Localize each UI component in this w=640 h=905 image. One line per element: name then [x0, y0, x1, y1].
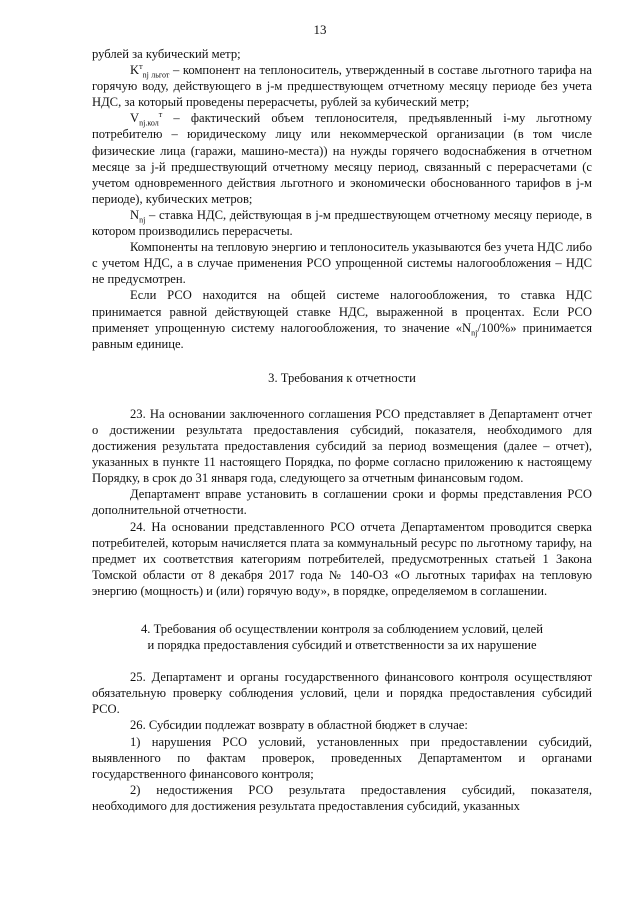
definition-text: – компонент на теплоноситель, утвержденный в составе льготного тарифа на горячую воду, действующего в j-м предшествующем отчетному месяцу периоде без учета НДС, за который проведены перерасчеты, рублей за кубический метр;: [92, 63, 592, 110]
section-3-heading: 3. Требования к отчетности: [268, 370, 416, 385]
symbol-k: $K^т_{nj льгот}$: [130, 61, 170, 80]
paragraph-26-item-1: 1) нарушения РСО условий, установленных при предоставлении субсидий, выявленного по фактам проверок, проведенных Департаментом и органами государственного финансового контроля;: [92, 734, 592, 781]
paragraph-25: 25. Департамент и органы государственного финансового контроля осуществляют обязательную проверку соблюдения условий, цели и порядка предоставления субсидий РСО.: [92, 670, 592, 717]
definition-text: – ставка НДС, действующая в j-м предшествующем отчетному месяцу периоде, в котором производились перерасчеты.: [92, 207, 592, 239]
paragraph-n-definition: [92, 207, 592, 239]
paragraph-unit-continuation: рублей за кубический метр;: [92, 47, 241, 61]
definition-text: – фактический объем теплоносителя, предъявленный i-му льготному потребителю – юридическому лицу или некоммерческой организации (в том числе физические лица (гаражи, машино-места)) на нужды горячего водоснабжения в отчетном месяце за j-й предшествующий отчетному месяцу период, связанный с перерасчетами (с учетом одновременного действия льготного и экономически обоснованного тарифов в j-м периоде), кубических метров;: [92, 111, 592, 206]
paragraph-v-definition: [92, 110, 592, 207]
paragraph-24: 24. На основании представленного РСО отчета Департаментом проводится сверка потребителей, которым начисляется плата за коммунальный ресурс по льготному тарифу, на предмет их соответствия категориям потребителей, предусмотренных статьей 1 Закона Томской области от 8 декабря 2017 года № 140-ОЗ «О льготных тарифах на тепловую энергию (мощность) и (или) горячую воду», в порядке, определяемом в соглашении.: [92, 519, 592, 598]
paragraph-k-definition: [92, 62, 592, 110]
page-number: 13: [313, 22, 327, 37]
section-4-heading: [92, 621, 592, 653]
paragraph-26-item-2: 2) недостижения РСО результата предоставления субсидий, показателя, необходимого для достижения результата предоставления субсидий, указанных: [92, 782, 592, 813]
paragraph-23-additional: Департамент вправе установить в соглашении сроки и формы представления РСО дополнительной отчетности.: [92, 487, 592, 518]
section-4-heading-line-1: 4. Требования об осуществлении контроля за соблюдением условий, целей: [141, 622, 543, 636]
document-body: [92, 46, 592, 814]
paragraph-tax-system: Если РСО находится на общей системе налогообложения, то ставка НДС принимается равной действующей ставке НДС, выраженной в процентах. Если РСО применяет упрощенную систему налогообложения, то значение «$N_{nj}/100\%$» принимается равным единице.: [92, 288, 592, 351]
symbol-n: $N_{nj}$: [130, 207, 146, 225]
paragraph-23: 23. На основании заключенного соглашения РСО представляет в Департамент отчет о достижении результата предоставления субсидий, показателя, необходимого для достижения результата предоставления субсидий за период возмещения (далее – отчет), указанных в пункте 11 настоящего Порядка, по форме согласно приложению к настоящему Порядку, в срок до 31 января года, следующего за отчетным финансовым годом.: [92, 406, 592, 486]
paragraph-26: 26. Субсидии подлежат возврату в областной бюджет в случае:: [130, 718, 468, 733]
paragraph-components: Компоненты на тепловую энергию и теплоноситель указываются без учета НДС либо с учетом НДС, а в случае применения РСО упрощенной системы налогообложения – НДС не предусмотрен.: [92, 240, 592, 287]
section-4-heading-line-2: и порядка предоставления субсидий и ответственности за их нарушение: [147, 638, 537, 653]
symbol-v: $V_{nj.кол}^т$: [130, 110, 163, 128]
